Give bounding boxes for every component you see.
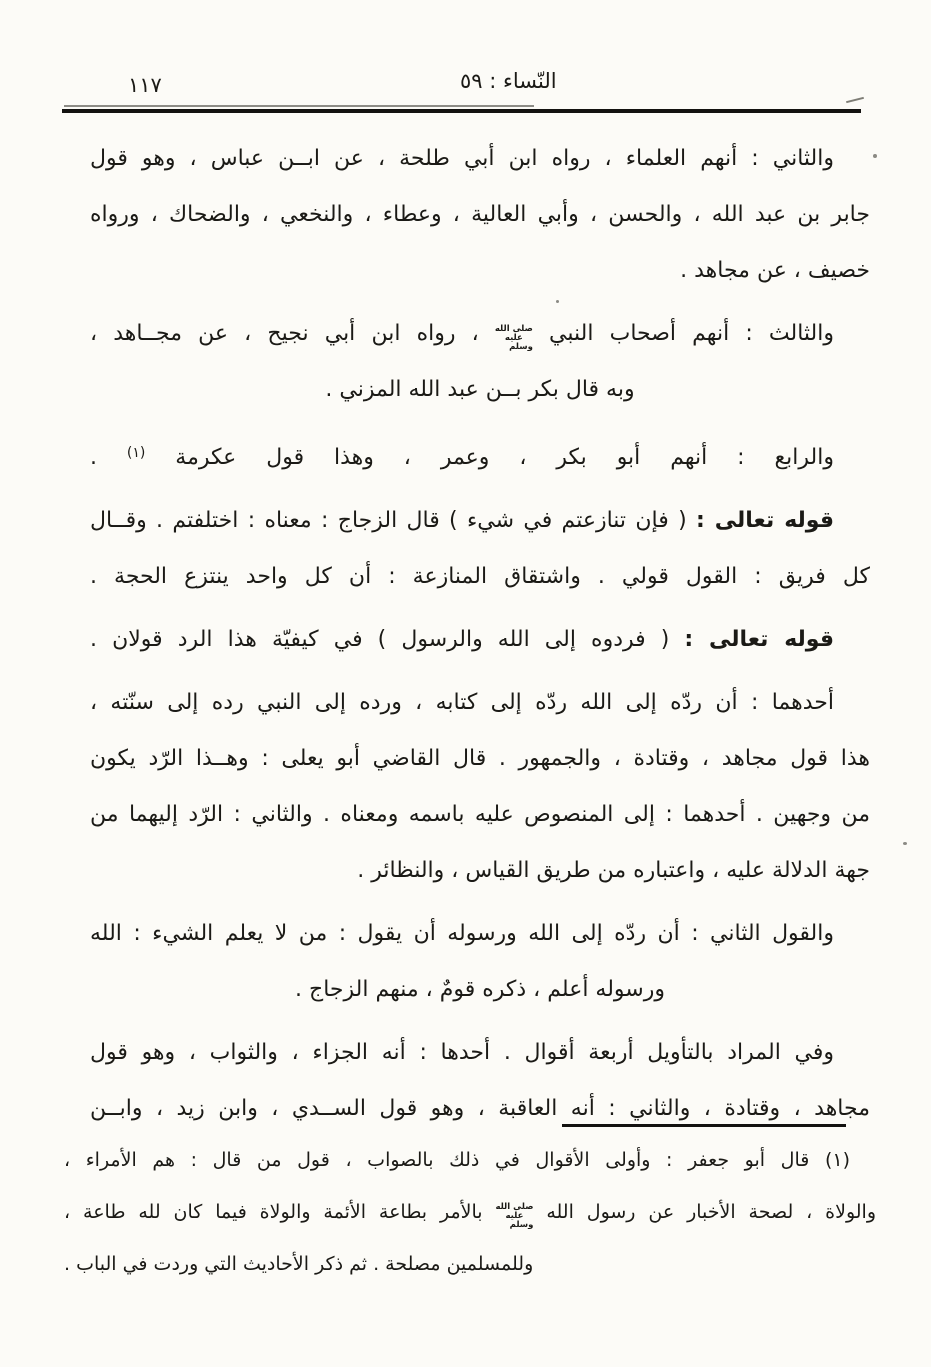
text-segment: والقول الثاني : أن ردّه إلى الله ورسوله أن يقول : من لا يعلم الشيء : الله bbox=[90, 921, 834, 946]
text-segment: بالأمر بطاعة الأئمة والولاة فيما كان لله طاعة ، bbox=[64, 1201, 496, 1223]
body-text-line bbox=[90, 425, 870, 486]
text-segment: جابر بن عبد الله ، والحسن ، وأبي العالية ، وعطاء ، والنخعي ، والضحاك ، ورواه bbox=[90, 202, 870, 227]
text-segment: ورسوله أعلم ، ذكره قومٌ ، منهم الزجاج . bbox=[295, 977, 665, 1002]
text-segment: . bbox=[90, 445, 127, 470]
scan-speck bbox=[903, 842, 907, 845]
text-segment: أحدهما : أن ردّه إلى الله ردّه إلى كتابه ، ورده إلى النبي رده إلى سنّته ، bbox=[90, 690, 834, 715]
body-text-line bbox=[90, 962, 870, 1018]
scan-speck bbox=[556, 300, 559, 303]
text-segment: قوله تعالى : bbox=[684, 627, 834, 652]
header-rule-thin bbox=[64, 105, 534, 107]
body-text-line bbox=[90, 612, 870, 668]
body-text-line bbox=[90, 549, 870, 605]
footnote-line bbox=[64, 1186, 876, 1238]
body-text-line bbox=[90, 131, 870, 187]
footnote-marker: (١) bbox=[126, 445, 146, 461]
text-segment: هذا قول مجاهد ، وقتادة ، والجمهور . قال القاضي أبو يعلى : وهــذا الرّد يكون bbox=[90, 746, 870, 771]
body-text-line bbox=[90, 243, 870, 299]
text-segment: وفي المراد بالتأويل أربعة أقوال . أحدها : أنه الجزاء ، والثواب ، وهو قول bbox=[90, 1040, 834, 1065]
text-segment: (١) قال أبو جعفر : وأولى الأقوال في ذلك بالصواب ، قول من قال : هم الأمراء ، bbox=[64, 1149, 850, 1171]
text-segment: قوله تعالى : bbox=[695, 508, 835, 533]
surah-reference: النّساء : ٥٩ bbox=[460, 69, 557, 93]
footnote-line bbox=[64, 1134, 876, 1186]
text-segment: والولاة ، لصحة الأخبار عن رسول الله bbox=[533, 1201, 877, 1223]
salla-seal-icon: صلى الله عليه وسلم bbox=[495, 1202, 534, 1230]
text-segment: كل فريق : القول قولي . واشتقاق المنازعة : أن كل واحد ينتزع الحجة . bbox=[90, 564, 870, 589]
text-segment: ( فإن تنازعتم في شيء ) قال الزجاج : معناه : اختلفتم . وقــال bbox=[90, 508, 696, 533]
body-text-line bbox=[90, 306, 870, 362]
text-segment: جهة الدلالة عليه ، واعتباره من طريق القياس ، والنظائر . bbox=[357, 858, 870, 883]
text-segment: ( فردوه إلى الله والرسول ) في كيفيّة هذا الرد قولان . bbox=[90, 627, 685, 652]
text-segment: مجاهد ، وقتادة ، والثاني : أنه العاقبة ، وهو قول الســدي ، وابن زيد ، وابــن bbox=[90, 1096, 870, 1121]
body-text-line bbox=[90, 1081, 870, 1137]
header-rule-mark bbox=[846, 97, 864, 103]
text-segment: والثالث : أنهم أصحاب النبي bbox=[532, 321, 834, 346]
body-text-line bbox=[90, 843, 870, 899]
salla-seal-icon: صلى الله عليه وسلم bbox=[494, 324, 533, 352]
body-text-line bbox=[90, 493, 870, 549]
body-text-line bbox=[90, 906, 870, 962]
page-number: ١١٧ bbox=[128, 73, 162, 97]
body-text-line bbox=[90, 787, 870, 843]
header-rule bbox=[62, 109, 861, 113]
text-segment: وبه قال بكر بــن عبد الله المزني . bbox=[325, 377, 635, 402]
scan-speck bbox=[873, 154, 877, 158]
body-text bbox=[90, 131, 870, 1137]
text-segment: وللمسلمين مصلحة . ثم ذكر الأحاديث التي وردت في الباب . bbox=[64, 1253, 534, 1275]
body-text-line bbox=[90, 675, 870, 731]
text-segment: ، رواه ابن أبي نجيح ، عن مجــاهد ، bbox=[90, 321, 495, 346]
text-segment: والرابع : أنهم أبو بكر ، وعمر ، وهذا قول عكرمة bbox=[145, 445, 834, 470]
body-text-line bbox=[90, 1025, 870, 1081]
footnote-separator bbox=[562, 1124, 846, 1127]
footnote bbox=[64, 1134, 876, 1290]
text-segment: من وجهين . أحدهما : إلى المنصوص عليه باسمه ومعناه . والثاني : الرّد إليهما من bbox=[90, 802, 870, 827]
body-text-line bbox=[90, 731, 870, 787]
body-text-line bbox=[90, 362, 870, 418]
text-segment: والثاني : أنهم العلماء ، رواه ابن أبي طلحة ، عن ابــن عباس ، وهو قول bbox=[90, 146, 834, 171]
text-segment: خصيف ، عن مجاهد . bbox=[680, 258, 870, 283]
footnote-line bbox=[64, 1238, 876, 1290]
body-text-line bbox=[90, 187, 870, 243]
